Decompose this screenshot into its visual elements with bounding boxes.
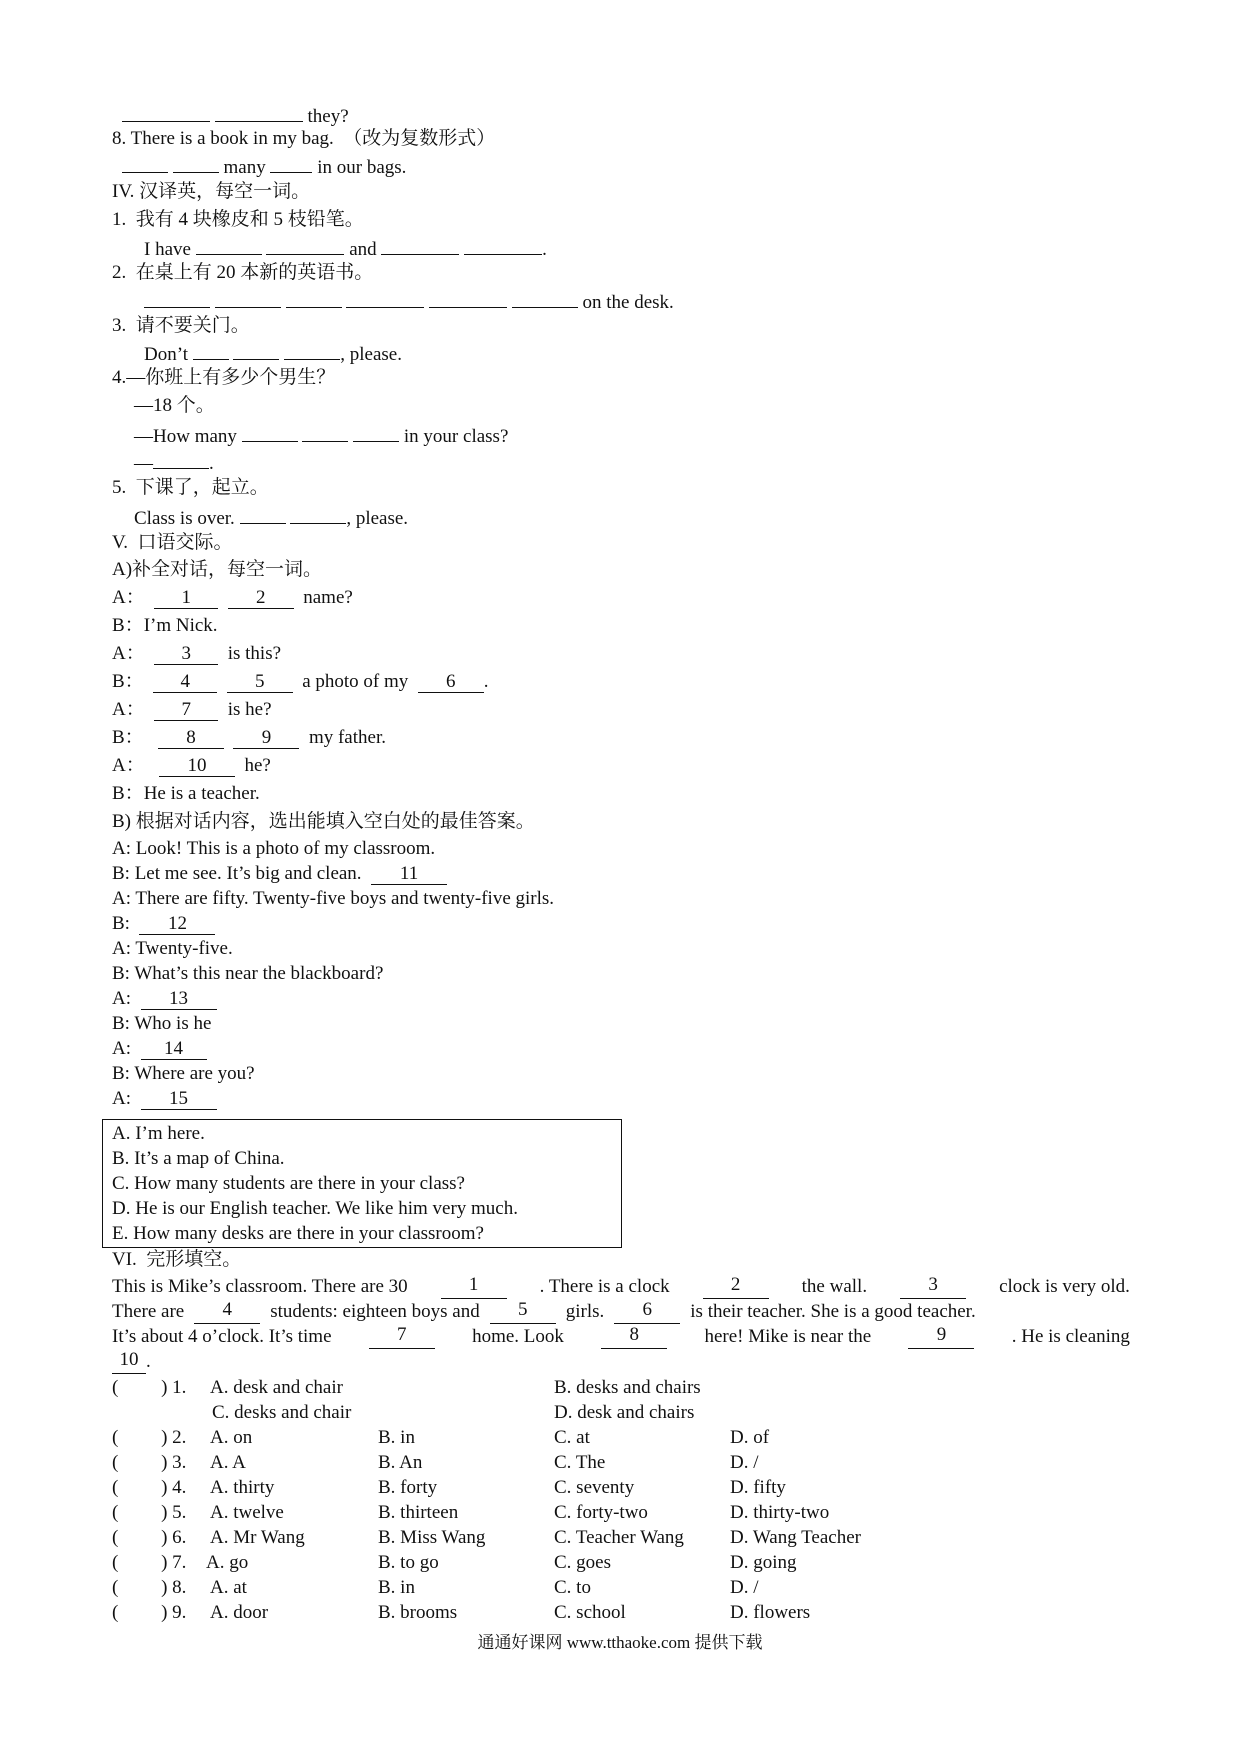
part4-q3-en: Don’t , please. — [144, 340, 402, 367]
dialog-b-line-5: A: Twenty-five. — [112, 938, 233, 959]
part4-q5-en: Class is over. , please. — [134, 504, 408, 531]
q4-num: ( ) 4. — [112, 1477, 187, 1498]
option-e: E. How many desks are there in your classroom? — [112, 1223, 484, 1244]
q3-option-a[interactable]: A. A — [210, 1452, 246, 1473]
q4-option-a[interactable]: A. thirty — [210, 1477, 275, 1498]
q9-option-a[interactable]: A. door — [210, 1602, 269, 1623]
q5-option-b[interactable]: B. thirteen — [378, 1502, 459, 1523]
part6-heading: VI. 完形填空。 — [112, 1249, 242, 1270]
part4-q2-en: on the desk. — [144, 288, 674, 315]
q7-option-a[interactable]: A. go — [206, 1552, 249, 1573]
dialog-b-line-3: A: There are fifty. Twenty-five boys and twenty-five girls. — [112, 888, 555, 909]
q6-option-a[interactable]: A. Mr Wang — [210, 1527, 305, 1548]
part5-sub-a: A)补全对话，每空一词。 — [112, 559, 323, 580]
part4-q4-answer: — . — [134, 449, 214, 476]
dialog-b-line-2: B: Let me see. It’s big and clean. 11 — [112, 862, 447, 886]
q1-option-c[interactable]: C. desks and chair — [212, 1402, 352, 1423]
q9-option-b[interactable]: B. brooms — [378, 1602, 458, 1623]
q2-option-d[interactable]: D. of — [730, 1427, 770, 1448]
dialog-a-line-4: B： 4 5 a photo of my 6 . — [112, 671, 489, 692]
q1-option-d[interactable]: D. desk and chairs — [554, 1402, 695, 1423]
q2-option-b[interactable]: B. in — [378, 1427, 415, 1448]
q5-num: ( ) 5. — [112, 1502, 187, 1523]
part5-heading: V. 口语交际。 — [112, 532, 233, 553]
q2-option-c[interactable]: C. at — [554, 1427, 590, 1448]
q3-option-d[interactable]: D. / — [730, 1452, 759, 1473]
cloze-passage — [112, 1274, 1130, 1374]
dialog-b-line-8: B: Who is he — [112, 1013, 212, 1034]
dialog-a-line-6: B： 8 9 my father. — [112, 727, 386, 748]
q4-option-d[interactable]: D. fifty — [730, 1477, 786, 1498]
q1-num: ( ) 1. — [112, 1377, 187, 1398]
dialog-a-line-1: A： 1 2 name? — [112, 587, 353, 608]
part4-q4: 4.—你班上有多少个男生？ — [112, 367, 336, 388]
q9-option-d[interactable]: D. flowers — [730, 1602, 811, 1623]
q5-option-a[interactable]: A. twelve — [210, 1502, 284, 1523]
options-box — [102, 1119, 622, 1248]
q4-option-b[interactable]: B. forty — [378, 1477, 438, 1498]
dialog-b-line-10: B: Where are you? — [112, 1063, 255, 1084]
q1-option-a[interactable]: A. desk and chair — [210, 1377, 343, 1398]
part4-q3: 3. 请不要关门。 — [112, 315, 250, 336]
q1-option-b[interactable]: B. desks and chairs — [554, 1377, 701, 1398]
q8-line: 8. There is a book in my bag. （改为复数形式） — [112, 128, 496, 149]
dialog-a-line-7: A： 10 he? — [112, 755, 271, 776]
q8-option-c[interactable]: C. to — [554, 1577, 591, 1598]
dialog-a-line-3: A： 3 is this? — [112, 643, 282, 664]
q7-line — [122, 102, 349, 129]
page-footer: 通通好课网 www.tthaoke.com 提供下载 — [477, 1633, 763, 1652]
q7-option-c[interactable]: C. goes — [554, 1552, 611, 1573]
dialog-b-line-7: A: 13 — [112, 987, 217, 1011]
part5-sub-b: B) 根据对话内容，选出能填入空白处的最佳答案。 — [112, 811, 535, 832]
q6-num: ( ) 6. — [112, 1527, 187, 1548]
cloze-line-4: 10 . — [112, 1349, 1130, 1374]
q7-option-d[interactable]: D. going — [730, 1552, 797, 1573]
part4-q1-en: I have and . — [144, 235, 547, 262]
option-c: C. How many students are there in your class? — [112, 1173, 465, 1194]
dialog-a-line-5: A： 7 is he? — [112, 699, 272, 720]
q8-answer-line: many in our bags. — [122, 153, 406, 180]
dialog-b-line-9: A: 14 — [112, 1037, 207, 1061]
q8-option-b[interactable]: B. in — [378, 1577, 415, 1598]
q4-option-c[interactable]: C. seventy — [554, 1477, 635, 1498]
part4-q2: 2. 在桌上有 20 本新的英语书。 — [112, 262, 374, 283]
q7-num: ( ) 7. — [112, 1552, 187, 1573]
q2-option-a[interactable]: A. on — [210, 1427, 253, 1448]
q3-option-b[interactable]: B. An — [378, 1452, 423, 1473]
q3-num: ( ) 3. — [112, 1452, 187, 1473]
q5-option-d[interactable]: D. thirty-two — [730, 1502, 830, 1523]
q7-option-b[interactable]: B. to go — [378, 1552, 439, 1573]
q8-option-a[interactable]: A. at — [210, 1577, 247, 1598]
dialog-b-line-6: B: What’s this near the blackboard? — [112, 963, 384, 984]
q5-option-c[interactable]: C. forty-two — [554, 1502, 648, 1523]
q6-option-c[interactable]: C. Teacher Wang — [554, 1527, 684, 1548]
dialog-b-line-11: A: 15 — [112, 1087, 217, 1111]
q9-num: ( ) 9. — [112, 1602, 187, 1623]
q6-option-d[interactable]: D. Wang Teacher — [730, 1527, 861, 1548]
cloze-line-3: It’s about 4 o’clock. It’s time 7 home. Look 8 here! Mike is near the 9 . He is cleaning — [112, 1324, 1130, 1347]
dialog-b-line-1: A: Look! This is a photo of my classroom. — [112, 838, 436, 859]
part4-q4-ans: —18 个。 — [134, 395, 215, 416]
option-d: D. He is our English teacher. We like him very much. — [112, 1198, 518, 1219]
dialog-a-line-8: B：He is a teacher. — [112, 783, 260, 804]
q6-option-b[interactable]: B. Miss Wang — [378, 1527, 486, 1548]
part4-q4-en: —How many in your class? — [134, 422, 508, 449]
part4-heading: IV. 汉译英，每空一词。 — [112, 181, 311, 202]
cloze-line-2: There are 4 students: eighteen boys and 5 girls. 6 is their teacher. She is a good teacher. — [112, 1299, 976, 1322]
option-b: B. It’s a map of China. — [112, 1148, 285, 1169]
cloze-line-1: This is Mike’s classroom. There are 30 1 . There is a clock 2 the wall. 3 clock is very old. — [112, 1274, 1130, 1297]
part4-q1: 1. 我有 4 块橡皮和 5 枝铅笔。 — [112, 209, 364, 230]
q8-num: ( ) 8. — [112, 1577, 187, 1598]
q8-option-d[interactable]: D. / — [730, 1577, 759, 1598]
dialog-b-line-4: B: 12 — [112, 912, 215, 936]
dialog-a-line-2: B：I’m Nick. — [112, 615, 218, 636]
they-text: they? — [307, 106, 349, 127]
part4-q5: 5. 下课了，起立。 — [112, 477, 269, 498]
q2-num: ( ) 2. — [112, 1427, 187, 1448]
q3-option-c[interactable]: C. The — [554, 1452, 606, 1473]
q9-option-c[interactable]: C. school — [554, 1602, 626, 1623]
option-a: A. I’m here. — [112, 1123, 205, 1144]
